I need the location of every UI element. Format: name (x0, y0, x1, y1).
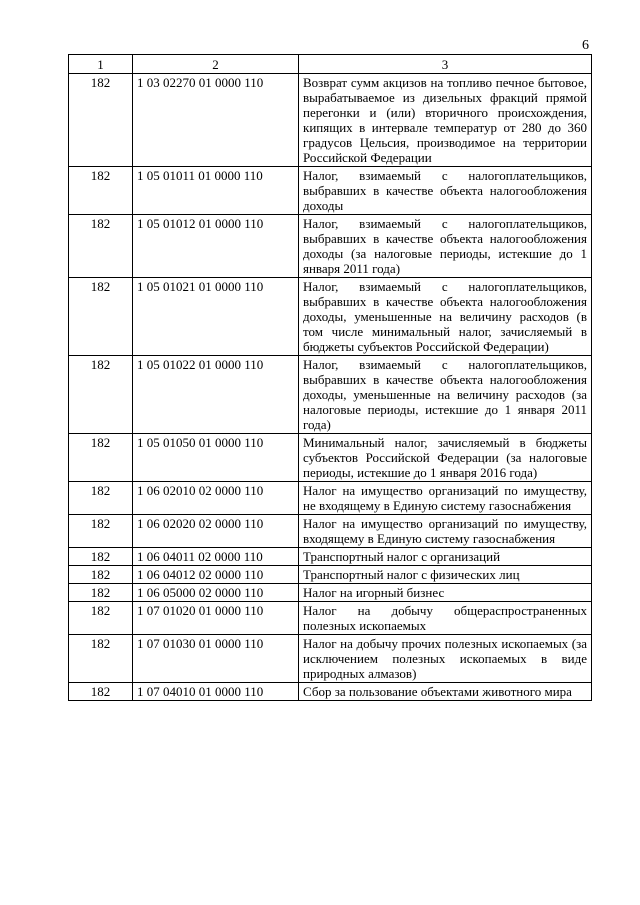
budget-code-cell: 1 05 01022 01 0000 110 (133, 356, 299, 434)
table-row (69, 74, 592, 167)
revenue-name-cell: Транспортный налог с физических лиц (299, 566, 592, 584)
budget-code-cell: 1 06 02020 02 0000 110 (133, 515, 299, 548)
page-number: 6 (582, 38, 589, 53)
admin-code-cell: 182 (69, 548, 133, 566)
admin-code-cell: 182 (69, 584, 133, 602)
revenue-name-cell: Налог, взимаемый с налогоплательщиков, выбравших в качестве объекта налогообложения доходы (299, 167, 592, 215)
budget-code-cell: 1 06 04011 02 0000 110 (133, 548, 299, 566)
budget-code-cell: 1 05 01050 01 0000 110 (133, 434, 299, 482)
table-header (69, 55, 592, 74)
table-row (69, 278, 592, 356)
table-row (69, 434, 592, 482)
admin-code-cell: 182 (69, 515, 133, 548)
admin-code-cell: 182 (69, 74, 133, 167)
revenue-name-cell: Налог на имущество организаций по имуществу, не входящему в Единую систему газоснабжения (299, 482, 592, 515)
budget-code-cell: 1 07 01020 01 0000 110 (133, 602, 299, 635)
admin-code-cell: 182 (69, 215, 133, 278)
admin-code-cell: 182 (69, 434, 133, 482)
revenue-name-cell: Налог, взимаемый с налогоплательщиков, выбравших в качестве объекта налогообложения доходы, уменьшенные на величину расходов (за налоговые периоды, истекшие до 1 января 2011 года) (299, 356, 592, 434)
revenue-name-cell: Налог на добычу прочих полезных ископаемых (за исключением полезных ископаемых в виде природных алмазов) (299, 635, 592, 683)
admin-code-cell: 182 (69, 278, 133, 356)
table-row (69, 515, 592, 548)
table-row (69, 356, 592, 434)
revenue-name-cell: Налог, взимаемый с налогоплательщиков, выбравших в качестве объекта налогообложения доходы (за налоговые периоды, истекшие до 1 января 2011 года) (299, 215, 592, 278)
table-row (69, 683, 592, 701)
revenue-name-cell: Налог на игорный бизнес (299, 584, 592, 602)
admin-code-cell: 182 (69, 683, 133, 701)
budget-code-cell: 1 05 01021 01 0000 110 (133, 278, 299, 356)
table-body (69, 74, 592, 701)
admin-code-cell: 182 (69, 566, 133, 584)
budget-code-cell: 1 03 02270 01 0000 110 (133, 74, 299, 167)
revenue-name-cell: Транспортный налог с организаций (299, 548, 592, 566)
table-row (69, 635, 592, 683)
header-col-2: 2 (133, 55, 299, 74)
table-row (69, 215, 592, 278)
budget-code-cell: 1 07 04010 01 0000 110 (133, 683, 299, 701)
table-row (69, 602, 592, 635)
admin-code-cell: 182 (69, 602, 133, 635)
budget-code-cell: 1 07 01030 01 0000 110 (133, 635, 299, 683)
revenue-name-cell: Налог на имущество организаций по имуществу, входящему в Единую систему газоснабжения (299, 515, 592, 548)
header-col-3: 3 (299, 55, 592, 74)
admin-code-cell: 182 (69, 356, 133, 434)
admin-code-cell: 182 (69, 482, 133, 515)
table-row (69, 548, 592, 566)
revenue-name-cell: Возврат сумм акцизов на топливо печное бытовое, вырабатываемое из дизельных фракций прямой перегонки и (или) вторичного происхождения, кипящих в интервале температур от 280 до 360 градусов Цельсия, производимое на территории Российской Федерации (299, 74, 592, 167)
admin-code-cell: 182 (69, 167, 133, 215)
revenue-name-cell: Налог на добычу общераспространенных полезных ископаемых (299, 602, 592, 635)
table-row (69, 482, 592, 515)
revenue-name-cell: Минимальный налог, зачисляемый в бюджеты субъектов Российской Федерации (за налоговые периоды, истекшие до 1 января 2016 года) (299, 434, 592, 482)
table-row (69, 167, 592, 215)
revenue-name-cell: Налог, взимаемый с налогоплательщиков, выбравших в качестве объекта налогообложения доходы, уменьшенные на величину расходов (в том числе минимальный налог, зачисляемый в бюджеты субъектов Российской Федерации) (299, 278, 592, 356)
table-row (69, 584, 592, 602)
budget-code-cell: 1 05 01011 01 0000 110 (133, 167, 299, 215)
table-row (69, 566, 592, 584)
budget-code-cell: 1 05 01012 01 0000 110 (133, 215, 299, 278)
header-col-1: 1 (69, 55, 133, 74)
revenue-name-cell: Сбор за пользование объектами животного мира (299, 683, 592, 701)
budget-code-cell: 1 06 02010 02 0000 110 (133, 482, 299, 515)
admin-code-cell: 182 (69, 635, 133, 683)
header-row (69, 55, 592, 74)
revenue-codes-table (68, 54, 592, 701)
budget-code-cell: 1 06 04012 02 0000 110 (133, 566, 299, 584)
budget-code-cell: 1 06 05000 02 0000 110 (133, 584, 299, 602)
